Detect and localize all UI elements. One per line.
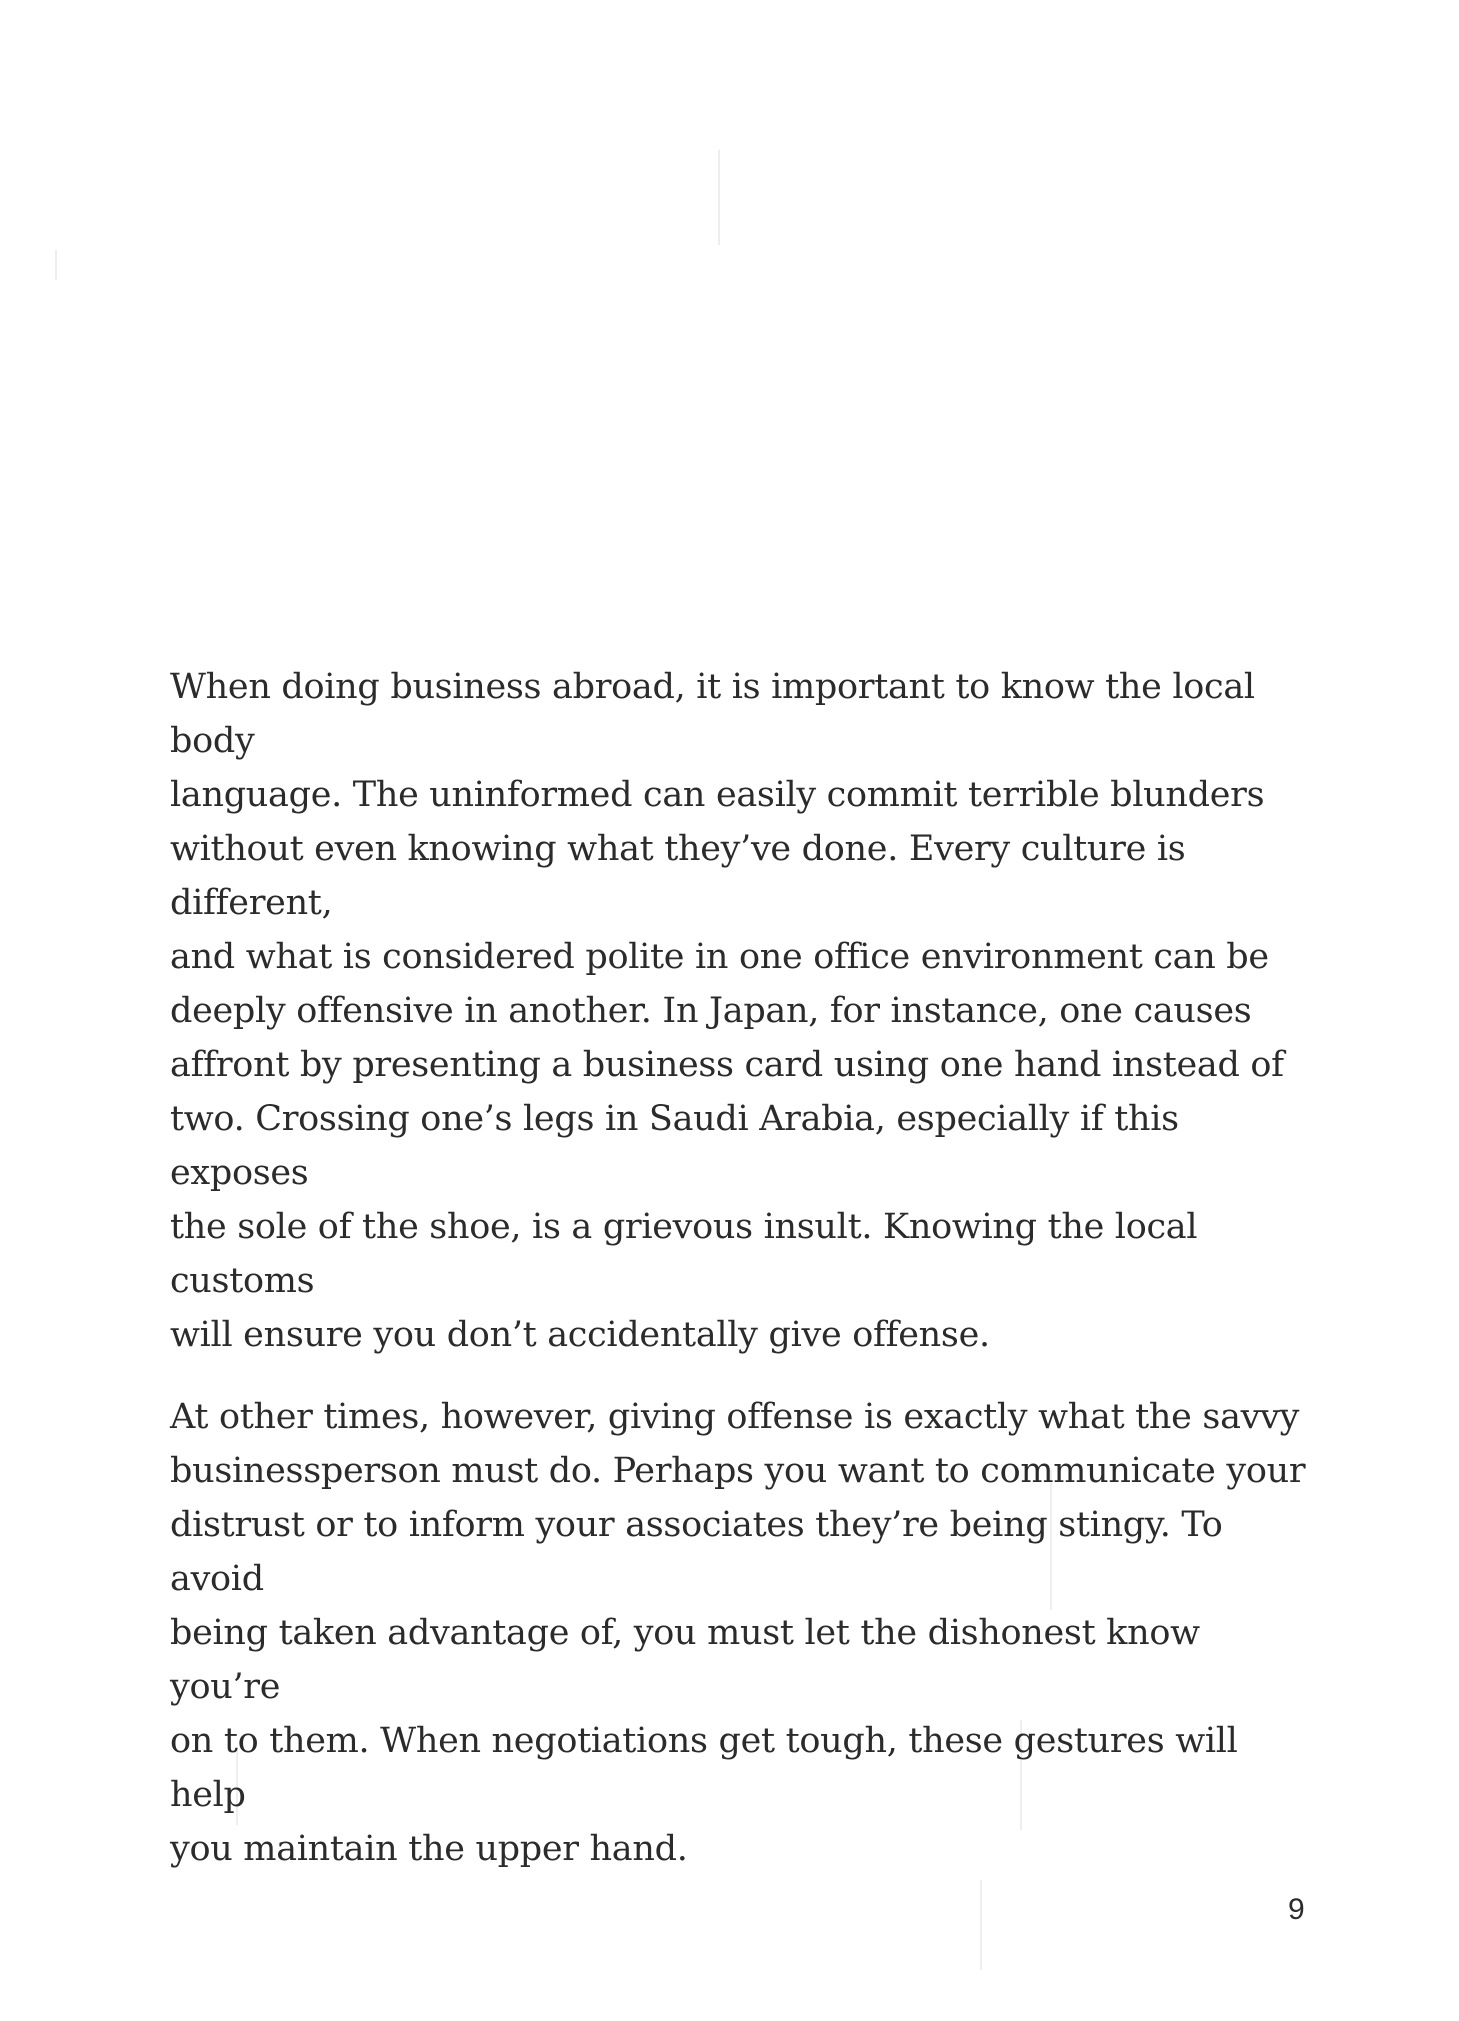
scan-artifact	[718, 150, 720, 245]
paragraph-1: When doing business abroad, it is important to know the local body language. The uninformed can easily commit terrible blunders without even knowing what they’ve done. Every culture is different, and what is considered polite in one office environment can be deeply offensive in another. In Japan, for instance, one causes affront by presenting a business card using one hand instead of two. Crossing one’s legs in Saudi Arabia, especially if this exposes the sole of the shoe, is a grievous insult. Knowing the local customs will ensure you don’t accidentally give offense.	[170, 667, 1284, 1355]
page-number: 9	[1288, 1893, 1305, 1926]
body-text	[170, 660, 1320, 1876]
paragraph-2: At other times, however, giving offense is exactly what the savvy businessperson must do. Perhaps you want to communicate your distrust or to inform your associates they’re being stingy. To avoid being taken advantage of, you must let the dishonest know you’re on to them. When negotiations get tough, these gestures will help you maintain the upper hand.	[170, 1397, 1306, 1869]
scan-artifact	[980, 1880, 982, 1970]
scan-artifact	[55, 250, 57, 280]
